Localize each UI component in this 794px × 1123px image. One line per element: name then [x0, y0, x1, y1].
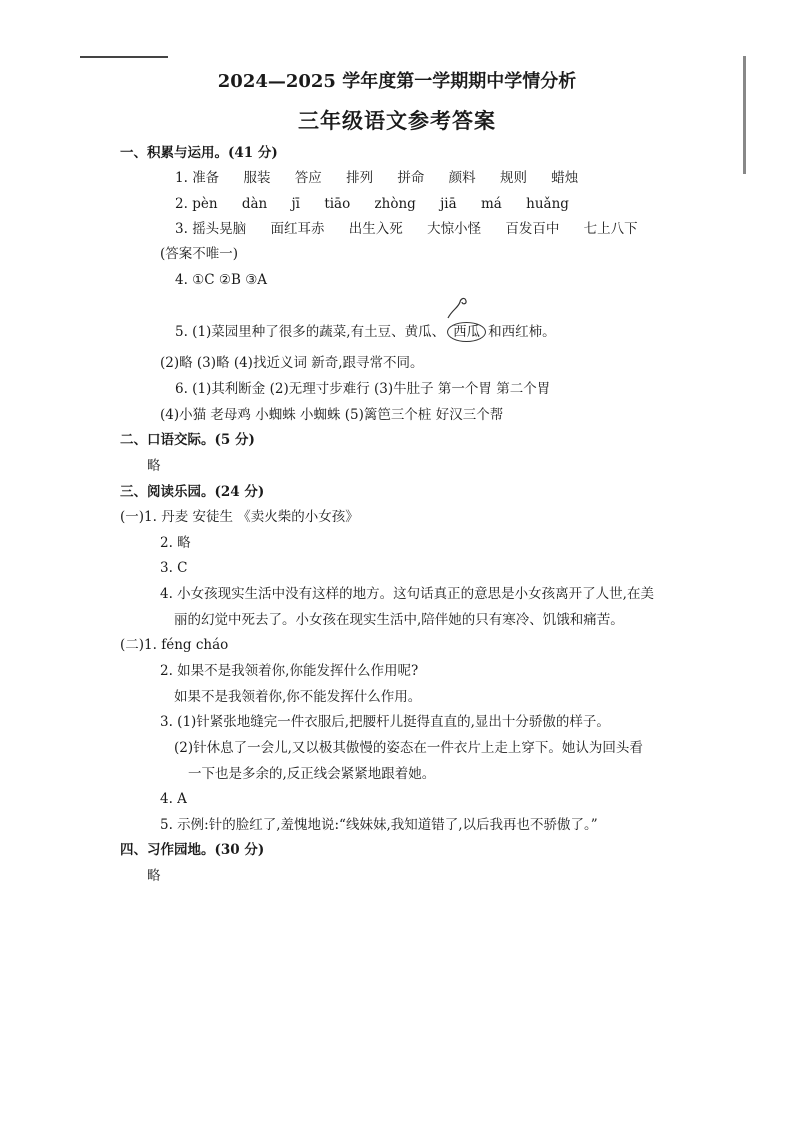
q3-number: 3. [175, 221, 188, 237]
q2-pinyin: jī [291, 196, 301, 212]
q1-word: 蜡烛 [551, 170, 579, 186]
q1-word: 排列 [346, 170, 374, 186]
q1-word: 答应 [294, 170, 322, 186]
p1-q4-answer-line2: 丽的幻觉中死去了。小女孩在现实生活中,陪伴她的只有寒冷、饥饿和痛苦。 [174, 612, 624, 628]
section-heading-1: 一、积累与运用。(41 分) [120, 145, 278, 161]
p1-q1-answer: (一)1. 丹麦 安徒生 《卖火柴的小女孩》 [120, 509, 359, 525]
p2-q3-answer-line2: (2)针休息了一会儿,又以极其傲慢的姿态在一件衣片上走上穿下。她认为回头看 [174, 740, 643, 756]
q5-prefix: 5. (1)菜园里种了很多的蔬菜,有土豆、黄瓜、 [175, 324, 446, 340]
p2-q5-answer: 5. 示例:针的脸红了,羞愧地说:“线妹妹,我知道错了,以后我再也不骄傲了。” [160, 817, 598, 833]
q6-answer-line2: (4)小猫 老母鸡 小蜘蛛 小蜘蛛 (5)篱笆三个桩 好汉三个帮 [160, 407, 504, 423]
p2-q3-answer-line3: 一下也是多余的,反正线会紧紧地跟着她。 [188, 766, 436, 782]
q1-answer [175, 169, 598, 187]
circled-correction: 西瓜 [447, 322, 486, 342]
q1-word: 准备 [192, 170, 220, 186]
section-heading-3: 三、阅读乐园。(24 分) [120, 484, 265, 500]
q3-idiom: 七上八下 [583, 221, 638, 237]
q1-word: 拼命 [397, 170, 425, 186]
q5-answer-line1 [175, 322, 556, 342]
q2-answer [175, 195, 589, 213]
q4-answer: 4. ①C ②B ③A [175, 272, 268, 288]
p1-q4-answer-line1: 4. 小女孩现实生活中没有这样的地方。这句话真正的意思是小女孩离开了人世,在美 [160, 586, 654, 602]
p1-q2-answer: 2. 略 [160, 535, 191, 551]
q2-pinyin: huǎng [526, 196, 569, 212]
p2-q1-answer: (二)1. féng cháo [120, 637, 229, 653]
p1-q3-answer: 3. C [160, 560, 188, 576]
correction-mark-icon [446, 294, 472, 320]
q1-word: 规则 [499, 170, 527, 186]
q3-answer [175, 220, 658, 238]
top-left-rule [80, 56, 168, 58]
s4-answer: 略 [147, 868, 161, 884]
p2-q2-answer-line2: 如果不是我领着你,你不能发挥什么作用。 [174, 689, 422, 705]
q2-pinyin: má [480, 196, 502, 212]
q2-pinyin: pèn [192, 196, 218, 212]
section-heading-4: 四、习作园地。(30 分) [120, 842, 265, 858]
document-title: 2024—2025 学年度第一学期期中学情分析 [217, 71, 577, 92]
q1-number: 1. [175, 170, 188, 186]
q3-idiom: 出生入死 [348, 221, 403, 237]
q3-idiom: 摇头晃脑 [192, 221, 247, 237]
document-subtitle: 三年级语文参考答案 [298, 108, 496, 133]
q3-idiom: 大惊小怪 [427, 221, 482, 237]
q1-word: 服装 [243, 170, 271, 186]
p2-q3-answer-line1: 3. (1)针紧张地缝完一件衣服后,把腰杆儿挺得直直的,显出十分骄傲的样子。 [160, 714, 610, 730]
q6-answer-line1: 6. (1)其利断金 (2)无理寸步难行 (3)牛肚子 第一个胃 第二个胃 [175, 381, 551, 397]
q3-note: (答案不唯一) [160, 246, 239, 262]
q1-word: 颜料 [448, 170, 476, 186]
q3-idiom: 面红耳赤 [270, 221, 325, 237]
p2-q4-answer: 4. A [160, 791, 187, 807]
s2-answer: 略 [147, 458, 161, 474]
q3-idiom: 百发百中 [505, 221, 560, 237]
q2-pinyin: zhòng [374, 196, 416, 212]
q2-pinyin: dàn [241, 196, 268, 212]
q5-answer-line2: (2)略 (3)略 (4)找近义词 新奇,跟寻常不同。 [160, 355, 424, 371]
q2-pinyin: tiāo [324, 196, 351, 212]
section-heading-2: 二、口语交际。(5 分) [120, 432, 255, 448]
q5-suffix: 和西红柿。 [488, 324, 556, 340]
p2-q2-answer-line1: 2. 如果不是我领着你,你能发挥什么作用呢? [160, 663, 419, 679]
q2-number: 2. [175, 196, 188, 212]
q2-pinyin: jiā [440, 196, 457, 212]
